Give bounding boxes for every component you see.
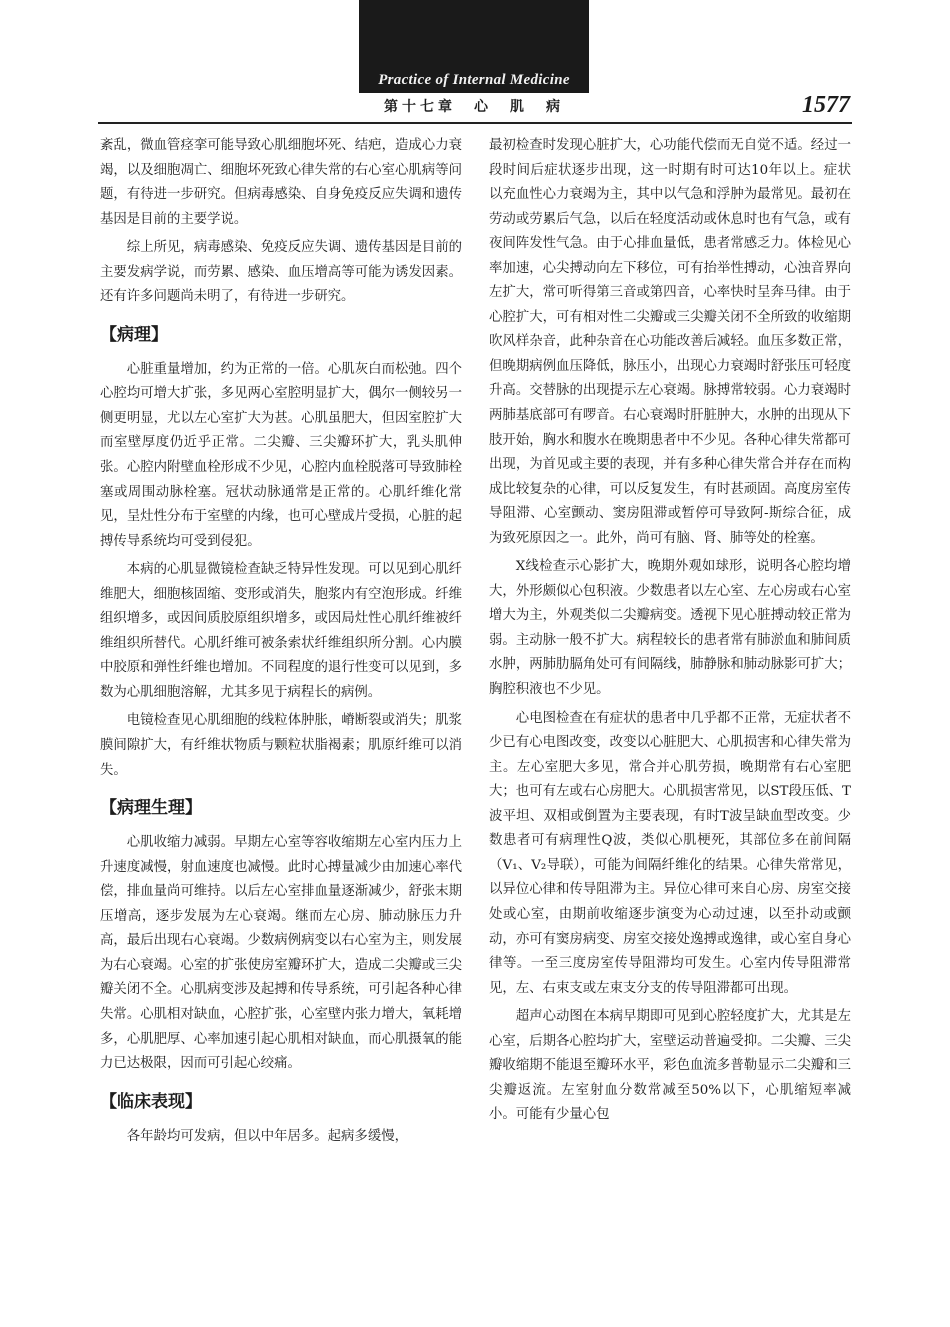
paragraph: 各年龄均可发病，但以中年居多。起病多缓慢， <box>126 1128 408 1144</box>
left-column <box>100 134 462 1153</box>
section-heading-clinical: 【临床表现】 <box>100 1091 202 1112</box>
paragraph: 心脏重量增加，约为正常的一倍。心肌灰白而松弛。四个心腔均可增大扩张，多见两心室腔明显扩大，偶尔一侧较另一侧更明显，尤以左心室扩大为甚。心肌虽肥大，但因室腔扩大而室壁厚度仍近乎正常。二尖瓣、三尖瓣环扩大，乳头肌伸张。心腔内附壁血栓形成不少见，心腔内血栓脱落可导致肺栓塞或周围动脉栓塞。冠状动脉通常是正常的。心肌纤维化常见，呈灶性分布于室壁的内缘，也可心壁成片受损，心脏的起搏传导系统均可受到侵犯。 <box>100 361 462 549</box>
header-rule <box>98 122 852 124</box>
paragraph: 电镜检查见心肌细胞的线粒体肿胀，嵴断裂或消失；肌浆膜间隙扩大，有纤维状物质与颗粒状脂褐素；肌原纤维可以消失。 <box>100 713 462 778</box>
section-heading-pathology: 【病理】 <box>100 324 168 345</box>
paragraph: 最初检查时发现心脏扩大，心功能代偿而无自觉不适。经过一段时间后症状逐步出现，这一时期有时可达10年以上。症状以充血性心力衰竭为主，其中以气急和浮肿为最常见。最初在劳动或劳累后气急，以后在轻度活动或休息时也有气急，或有夜间阵发性气急。由于心排血量低，患者常感乏力。体检见心率加速，心尖搏动向左下移位，可有抬举性搏动，心浊音界向左扩大，常可听得第三音或第四音，心率快时呈奔马律。由于心腔扩大，可有相对性二尖瓣或三尖瓣关闭不全所致的收缩期吹风样杂音，此种杂音在心功能改善后减轻。血压多数正常，但晚期病例血压降低，脉压小，出现心力衰竭时舒张压可轻度升高。交替脉的出现提示左心衰竭。脉搏常较弱。心力衰竭时两肺基底部可有啰音。右心衰竭时肝脏肿大，水肿的出现从下肢开始，胸水和腹水在晚期患者中不少见。各种心律失常都可出现，为首见或主要的表现，并有多种心律失常合并存在而构成比较复杂的心律，可以反复发生，有时甚顽固。高度房室传导阻滞、心室颤动、窦房阻滞或暂停可导致阿-斯综合征，成为致死原因之一。此外，尚可有脑、肾、肺等处的栓塞。 <box>489 138 851 546</box>
paragraph: 本病的心肌显微镜检查缺乏特异性发现。可以见到心肌纤维肥大，细胞核固缩、变形或消失，胞浆内有空泡形成。纤维组织增多，或因间质胶原组织增多，或因局灶性心肌纤维被纤维组织所替代。心肌纤维可被条索状纤维组织所分割。心内膜中胶原和弹性纤维也增加。不同程度的退行性变可以见到，多数为心肌细胞溶解，尤其多见于病程长的病例。 <box>100 562 462 700</box>
paragraph: X线检查示心影扩大，晚期外观如球形，说明各心腔均增大，外形颇似心包积液。少数患者以左心室、左心房或右心室增大为主，外观类似二尖瓣病变。透视下见心脏搏动较正常为弱。主动脉一般不扩大。病程较长的患者常有肺淤血和肺间质水肿，两肺肋膈角处可有间隔线，肺静脉和肺动脉影可扩大；胸腔积液也不少见。 <box>489 559 851 698</box>
paragraph: 综上所见，病毒感染、免疫反应失调、遗传基因是目前的主要发病学说，而劳累、感染、血压增高等可能为诱发因素。还有许多问题尚未明了，有待进一步研究。 <box>100 240 462 305</box>
running-title: Practice of Internal Medicine <box>378 72 570 88</box>
paragraph: 紊乱，微血管痉挛可能导致心肌细胞坏死、结疤，造成心力衰竭，以及细胞凋亡、细胞坏死致心律失常的右心室心肌病等问题，有待进一步研究。但病毒感染、自身免疫反应失调和遗传基因是目前的主要学说。 <box>100 138 462 227</box>
paragraph: 心肌收缩力减弱。早期左心室等容收缩期左心室内压力上升速度减慢，射血速度也减慢。此时心搏量减少由加速心率代偿，排血量尚可维持。以后左心室排血量逐渐减少，舒张末期压增高，逐步发展为左心衰竭。继而左心房、肺动脉压力升高，最后出现右心衰竭。少数病例病变以右心室为主，则发展为右心衰竭。心室的扩张使房室瓣环扩大，造成二尖瓣或三尖瓣关闭不全。心肌病变涉及起搏和传导系统，可引起各种心律失常。心肌相对缺血，心腔扩张，心室壁内张力增大，氧耗增多，心肌肥厚、心率加速引起心肌相对缺血，而心肌摄氧的能力已达极限，因而可引起心绞痛。 <box>100 835 462 1072</box>
header-bar <box>359 0 589 93</box>
page-number: 1577 <box>802 92 850 118</box>
right-column <box>489 134 851 1132</box>
paragraph: 超声心动图在本病早期即可见到心腔轻度扩大，尤其是左心室，后期各心腔均扩大，室壁运动普遍受抑。二尖瓣、三尖瓣收缩期不能退至瓣环水平，彩色血流多普勒显示二尖瓣和三尖瓣返流。左室射血分数常减至50%以下，心肌缩短率减小。可能有少量心包 <box>489 1009 851 1123</box>
section-heading-pathophysiology: 【病理生理】 <box>100 798 202 819</box>
chapter-title: 第十七章 心 肌 病 <box>384 99 564 115</box>
paragraph: 心电图检查在有症状的患者中几乎都不正常，无症状者不少已有心电图改变，改变以心脏肥大、心肌损害和心律失常为主。左心室肥大多见，常合并心肌劳损，晚期常有右心室肥大；也可有左或右心房肥大。心肌损害常见，以ST段压低、T波平坦、双相或倒置为主要表现，有时T波呈缺血型改变。少数患者可有病理性Q波，类似心肌梗死，其部位多在前间隔（V₁、V₂导联），可能为间隔纤维化的结果。心律失常常见，以异位心律和传导阻滞为主。异位心律可来自心房、房室交接处或心室，由期前收缩逐步演变为心动过速，以至扑动或颤动，亦可有窦房病变、房室交接处逸搏或逸律，或心室自身心律等。一至三度房室传导阻滞均可发生。心室内传导阻滞常见，左、右束支或左束支分支的传导阻滞都可出现。 <box>489 710 851 996</box>
